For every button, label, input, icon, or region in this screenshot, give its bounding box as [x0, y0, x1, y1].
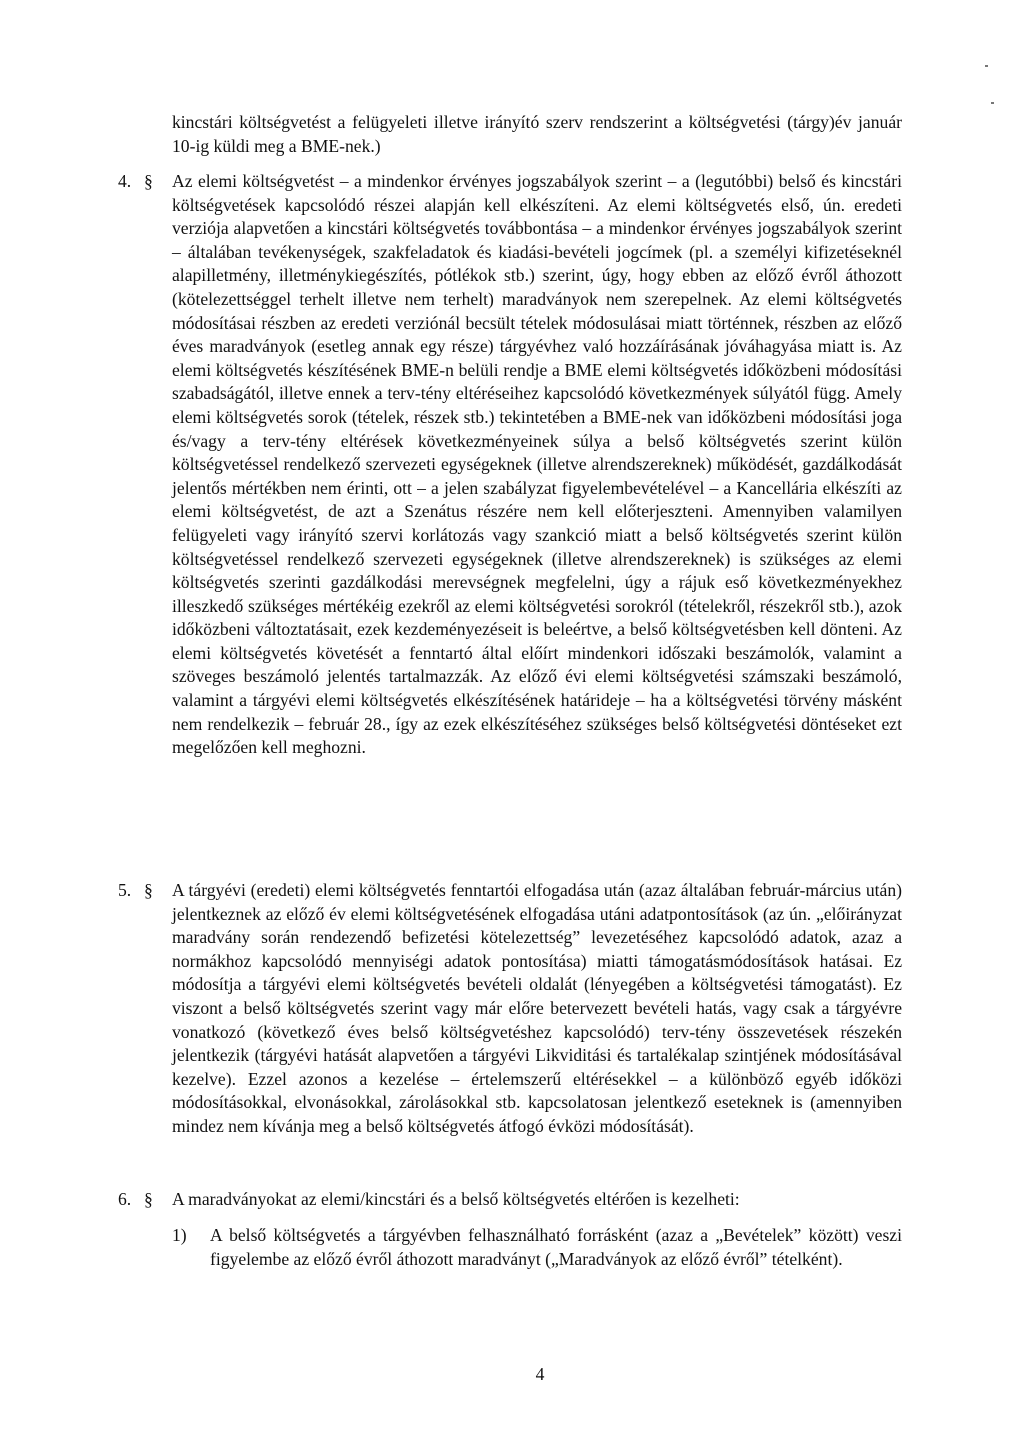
page-number: 4 [535, 1364, 545, 1384]
subitem-number-1: 1) [172, 1225, 187, 1245]
section-symbol-5: § [144, 880, 153, 900]
continuation-paragraph: kincstári költségvetést a felügyeleti illetve irányító szerv rendszerint a költségvetési (tárgy)év január 10-ig küldi meg a BME-nek.) [172, 112, 902, 156]
section-symbol-4: § [144, 171, 153, 191]
paragraph-5-text: A tárgyévi (eredeti) elemi költségvetés fenntartói elfogadása után (azaz általában február-március után) jelentkeznek az előző év elemi költségvetésének elfogadása utáni adatpontosítások (az ún. „előirányzat maradvány során rendezendő befizetési kötelezettség” levezetéséhez kapcsolódó adatok, azaz a normákhoz kapcsolódó mennyiségi adatok pontosítása) miatti támogatásmódosítások hatásai. Ez módosítja a tárgyévi elemi költségvetés bevételi oldalát (lényegében a költségvetési támogatást). Ez viszont a belső költségvetés szerint vagy már előre betervezett bevételi hatás, vagy csak a tárgyévre vonatkozó (következő éves belső költségvetéshez kapcsolódó) terv-tény összevetések részekén jelentkezik (tárgyévi hatását alapvetően a tárgyévi Likviditási és tartalékalap szintjének módosításával kezelve). Ezzel azonos a kezelése – értelemszerű eltérésekkel – a különböző egyéb időközi módosításokkal, elvonásokkal, zárolásokkal stb. kapcsolatosan jelentkező eseteknek is (amennyiben mindez nem kívánja meg a belső költségvetés átfogó évközi módosítását). [172, 880, 902, 1136]
scan-speck [985, 65, 988, 67]
paragraph-number-6: 6. [118, 1189, 132, 1209]
section-symbol-6: § [144, 1189, 153, 1209]
paragraph-number-4: 4. [118, 171, 132, 191]
scan-speck [991, 102, 994, 104]
paragraph-4-text: Az elemi költségvetést – a mindenkor érvényes jogszabályok szerint – a (legutóbbi) belső és kincstári költségvetések kapcsolódó részei alapján kell elkészíteni. Az elemi költségvetés első, ún. eredeti verziója alapvetően a kincstári költségvetés továbbontása – a mindenkor érvényes jogszabályok szerint – általában tevékenységek, szakfeladatok és kiadási-bevételi jogcímek (pl. a személyi kifizetéseknél alapilletmény, illetménykiegészítés, pótlékok stb.) szerint, úgy, hogy ebben az előző évről áthozott (kötelezettséggel terhelt illetve nem terhelt) maradványok nem szerepelnek. Az elemi költségvetés módosításai részben az eredeti verziónál becsült tételek módosulásai miatt történnek, részben az előző éves maradványok (esetleg annak egy része) tárgyévhez való hozzáírásának jóváhagyása miatt is. Az elemi költségvetés készítésének BME-n belüli rendje a BME elemi költségvetés időközbeni módosítási szabadságától, illetve ennek a terv-tény eltéréseihez kapcsolódó következmények súlyától függ. Amely elemi költségvetés sorok (tételek, részek stb.) tekintetében a BME-nek van időközbeni módosítási joga és/vagy a terv-tény eltérések következményeinek súlya a belső költségvetés szerint külön költségvetéssel rendelkező szervezeti egységeknek (illetve alrendszereknek) működését, gazdálkodását jelentős mértékben nem érinti, ott – a jelen szabályzat figyelembevételével – a Kancellária elkészíti az elemi költségvetést, de azt a Szenátus részére nem kell előterjeszteni. Amennyiben valamilyen felügyeleti vagy irányító szervi korlátozás vagy szankció miatt a belső költségvetés szerint külön költségvetéssel rendelkező szervezeti egységeknek (illetve alrendszereknek) is szükséges az elemi költségvetés szerinti gazdálkodási merevségnek megfelelni, úgy a rájuk eső következményekhez illeszkedő szükséges mértékéig ezekről az elemi költségvetési sorokról (tételekről, részekről stb.), azok időközbeni változtatásait, ezek kezdeményezéseit is beleértve, a belső költségvetésben kell dönteni. Az elemi költségvetés követését a fenntartó által előírt mindenkori időszaki beszámolók, valamint a szöveges beszámoló jelentés tartalmazzák. Az előző évi elemi költségvetési számszaki beszámoló, valamint a tárgyévi elemi költségvetés elkészítésének határideje – ha a költségvetési törvény másként nem rendelkezik – február 28., így az ezek elkészítéséhez szükséges belső költségvetési döntéseket ezt megelőzően kell meghozni. [172, 171, 902, 758]
paragraph-number-5: 5. [118, 880, 132, 900]
subitem-1-text: A belső költségvetés a tárgyévben felhasználható forrásként (azaz a „Bevételek” között) veszi figyelembe az előző évről áthozott maradványt („Maradványok az előző évről” tételként). [210, 1225, 902, 1269]
paragraph-6-text: A maradványokat az elemi/kincstári és a belső költségvetés eltérően is kezelheti: [172, 1189, 740, 1209]
